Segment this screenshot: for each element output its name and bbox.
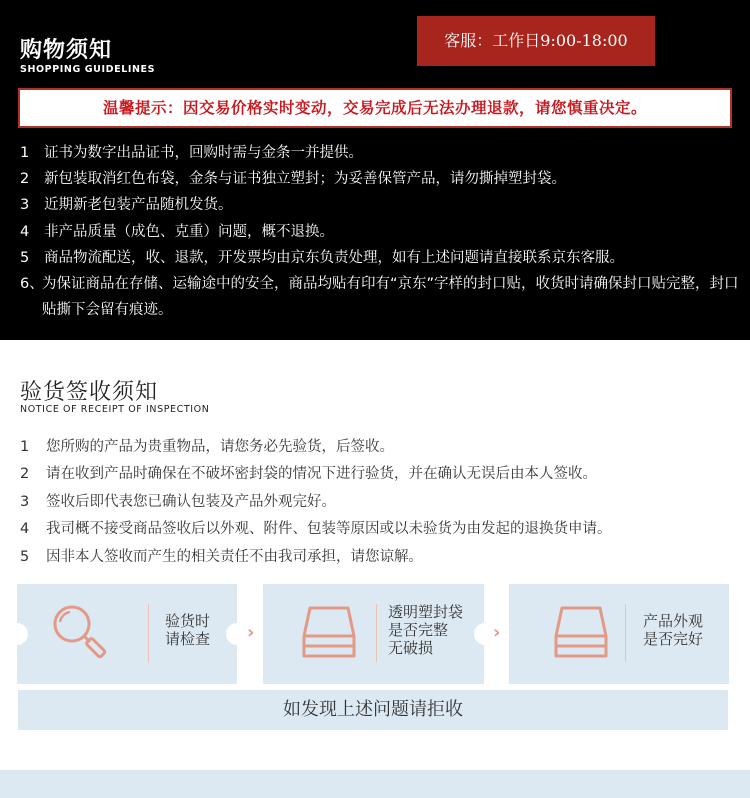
notch-decoration [226,623,248,645]
item-text: 请在收到产品时确保在不破坏密封袋的情况下进行验货，并在确认无误后由本人签收。 [46,466,597,483]
item-number: 3 [20,197,30,214]
inspection-steps [0,584,750,684]
item-text: 签收后即代表您已确认包装及产品外观完好。 [46,493,336,510]
chevron-right-icon: › [493,622,501,643]
item-number: 5 [20,548,30,565]
reject-notice: 如发现上述问题请拒收 [18,690,728,730]
item-text: 非产品质量（成色、克重）问题，概不退换。 [44,223,334,240]
item-number: 1 [20,439,30,455]
package-icon [552,602,610,660]
guidelines-title: 购物须知 [20,38,113,63]
item-number: 5 [20,249,30,266]
step-label [643,612,703,648]
step-label [165,612,210,648]
step-divider [148,604,149,662]
warning-banner [18,88,732,128]
inspection-list [20,434,745,571]
item-text: 我司概不接受商品签收后以外观、附件、包装等原因或以未验货为由发起的退换货申请。 [46,521,612,538]
step-divider [625,604,626,662]
list-item [20,245,745,271]
step-label-line: 无破损 [388,639,434,657]
item-text: 商品物流配送，收、退款，开发票均由京东负责处理，如有上述问题请直接联系京东客服。 [44,249,624,266]
item-text: 您所购的产品为贵重物品，请您务必先验货，后签收。 [46,439,394,455]
customer-service-badge: 客服：工作日9:00-18:00 [417,16,655,66]
list-item [20,219,745,245]
item-number: 4 [20,521,30,538]
list-item [20,544,745,571]
list-item [20,516,745,543]
item-text: 为保证商品在存储、运输途中的安全，商品均贴有印有“京东”字样的封口贴，收货时请确保封口贴完整，封口贴撕下会留有痕迹。 [42,276,739,319]
step-card-check [17,584,237,684]
magnifier-icon [50,602,108,660]
step-label-line: 透明塑封袋 [388,603,464,621]
item-text: 证书为数字出品证书，回购时需与金条一并提供。 [44,145,363,161]
step-label-line: 产品外观 [643,612,704,630]
package-icon [300,602,358,660]
step-label-line: 是否完好 [643,630,704,648]
guidelines-subtitle: SHOPPING GUIDELINES [20,64,156,75]
step-label [388,603,463,657]
item-number: 1 [20,145,30,161]
item-text: 新包装取消红色布袋，金条与证书独立塑封；为妥善保管产品，请勿撕掉塑封袋。 [44,171,566,188]
warning-text: 温馨提示：因交易价格实时变动，交易完成后无法办理退款，请您慎重决定。 [102,99,647,117]
list-item [20,434,745,461]
item-number: 4 [20,223,30,240]
item-number: 2 [20,171,30,188]
step-card-seal [263,584,484,684]
list-item [20,461,745,488]
bottom-band [0,770,750,798]
shopping-guidelines-section [0,0,750,340]
item-number: 6、 [20,276,44,293]
item-number: 3 [20,493,30,510]
step-card-appearance [509,584,729,684]
inspection-title: 验货签收须知 [20,380,159,405]
step-label-line: 验货时 [165,612,211,630]
chevron-right-icon: › [247,622,255,643]
list-item [20,166,745,192]
step-label-line: 是否完整 [388,621,449,639]
item-text: 近期新老包装产品随机发货。 [44,197,233,214]
notch-decoration [6,623,28,645]
step-label-line: 请检查 [165,630,211,648]
step-divider [376,604,377,662]
list-item [20,489,745,516]
list-item [20,192,745,218]
guidelines-list [20,140,745,323]
list-item [20,140,745,166]
inspection-subtitle: NOTICE OF RECEIPT OF INSPECTION [20,404,210,415]
item-text: 因非本人签收而产生的相关责任不由我司承担，请您谅解。 [46,548,423,565]
list-item [20,271,745,323]
item-number: 2 [20,466,30,483]
